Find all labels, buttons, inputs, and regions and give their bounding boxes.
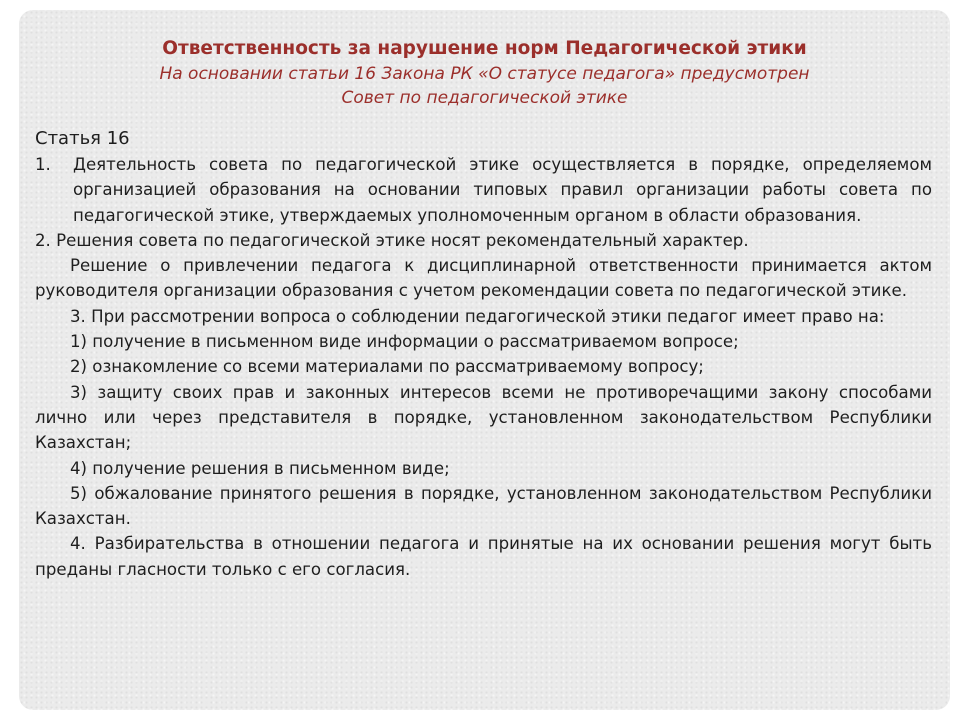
article-item-3: 3. При рассмотрении вопроса о соблюдении педагогической этики педагог имеет право на:: [70, 306, 885, 326]
article-right-1: 1) получение в письменном виде информации о рассматриваемом вопросе;: [70, 332, 739, 352]
article-item-4: 4. Разбирательства в отношении педагога и принятые на их основании решения могут быть преданы гласности только с его согласия.: [35, 534, 932, 579]
article-heading: Статья 16: [35, 128, 130, 149]
article-right-2: 2) ознакомление со всеми материалами по рассматриваемому вопросу;: [70, 357, 704, 377]
article-body: [35, 126, 932, 582]
article-discipline-paragraph: Решение о привлечении педагога к дисциплинарной ответственности принимается актом руководителя организации образования с учетом рекомендации совета по педагогической этике.: [35, 256, 932, 301]
slide-panel: [19, 10, 950, 710]
slide-subtitle-line-1: На основании статьи 16 Закона РК «О статусе педагога» предусмотрен: [159, 64, 810, 84]
slide-subtitle-line-2: Совет по педагогической этике: [341, 88, 628, 108]
slide-title: Ответственность за нарушение норм Педагогической этики: [162, 38, 807, 59]
article-item-2: 2. Решения совета по педагогической этике носят рекомендательный характер.: [35, 230, 749, 250]
article-right-3: 3) защиту своих прав и законных интересов всеми не противоречащими закону способами лично или через представителя в порядке, установленном законодательством Республики Казахстан;: [35, 382, 932, 453]
article-right-4: 4) получение решения в письменном виде;: [70, 458, 450, 478]
article-item-1-text: Деятельность совета по педагогической этике осуществляется в порядке, определяемом организацией образования на основании типовых правил организации работы совета по педагогической этике, утверждаемых уполномоченным органом в области образования.: [73, 155, 932, 225]
article-item-1: [35, 152, 932, 228]
article-right-5: 5) обжалование принятого решения в порядке, установленном законодательством Республики Казахстан.: [35, 483, 932, 529]
article-item-1-number: 1.: [35, 155, 51, 174]
slide-header: [19, 36, 950, 110]
